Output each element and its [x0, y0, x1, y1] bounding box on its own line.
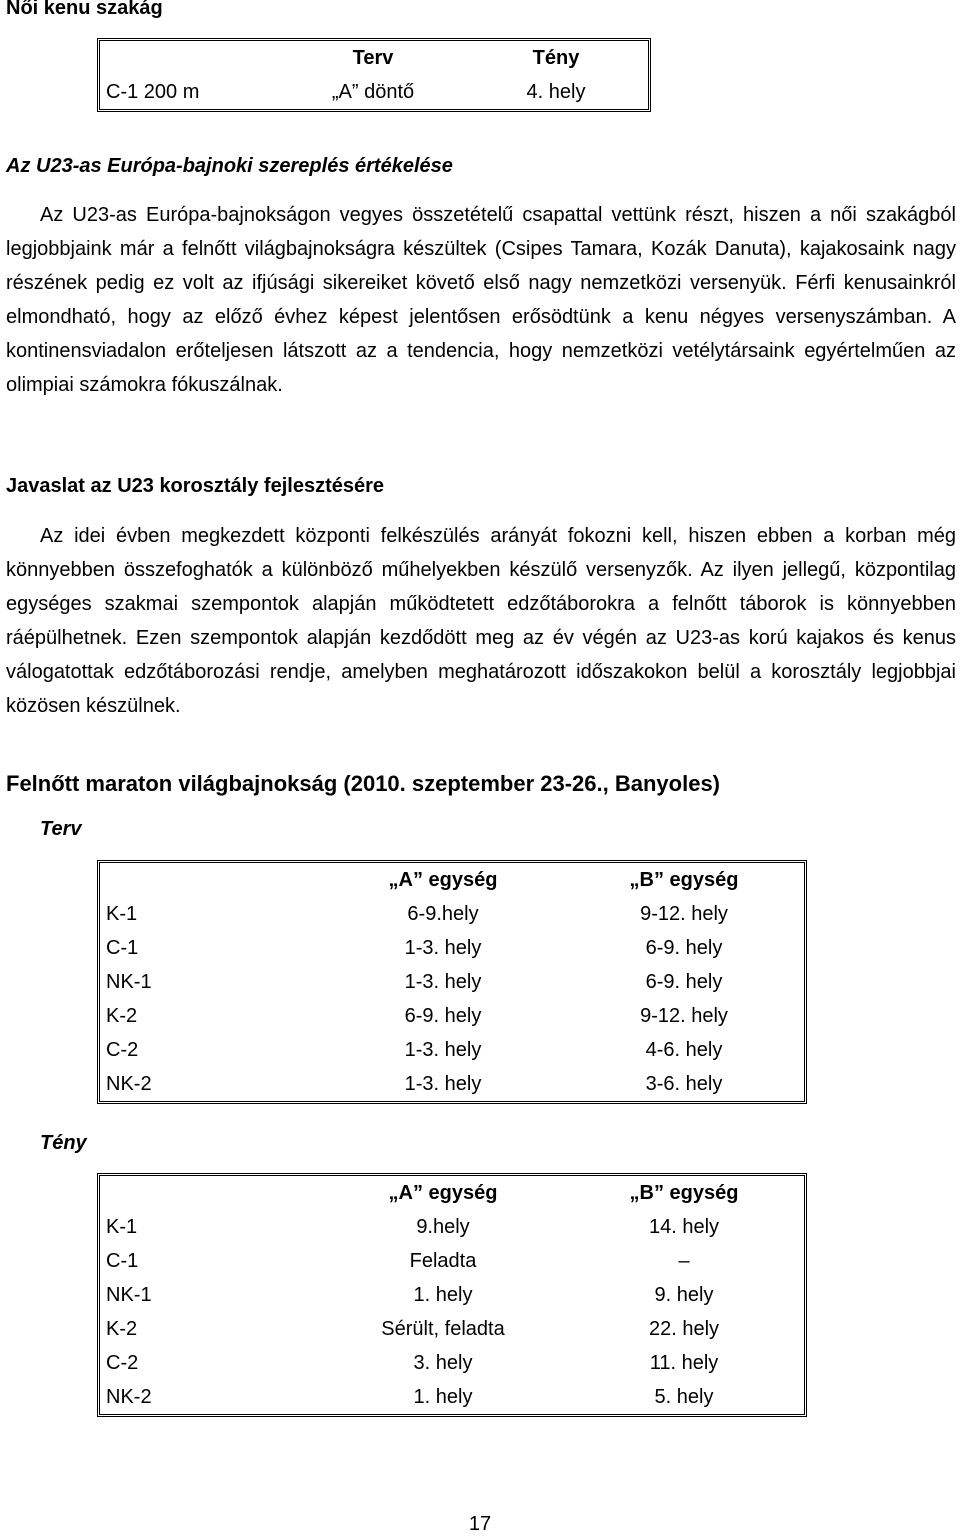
table-cell: Feladta — [409, 1249, 477, 1272]
paragraph-text: Az U23-as Európa-bajnokságon vegyes összetételű csapattal vettünk részt, hiszen a női szakágból legjobbjaink már a felnőtt világbajnokságra készültek (Csipes Tamara, Kozák Danuta), kajakosaink nagy részének pedig ez volt az ifjúsági sikereiket követő első nagy nemzetközi versenyük. Férfi kenusainkról elmondható, hogy az előző évhez képest jelentősen erősödtünk a kenu négyes versenyszámban. A kontinensviadalon erőteljesen látszott az a tendencia, hogy nemzetközi vetélytársaink egyértelműen az olimpiai számokra fókuszálnak. — [6, 204, 956, 396]
table-cell: 14. hely — [648, 1215, 720, 1238]
table-cell: 6-9. hely — [645, 970, 723, 993]
table-row — [100, 1312, 804, 1346]
table-cell: 9. hely — [654, 1283, 714, 1306]
table-cell: 9-12. hely — [640, 1004, 728, 1027]
table-header-cell: „A” egység — [388, 1181, 498, 1204]
table-header-cell: Tény — [532, 46, 580, 69]
table-cell: 6-9. hely — [645, 936, 723, 959]
table-cell: C-2 — [106, 1351, 139, 1374]
table-row — [100, 1033, 804, 1067]
table-header-cell — [100, 1176, 322, 1210]
table-cell: 1-3. hely — [404, 1038, 482, 1061]
table-cell: K-2 — [106, 1004, 138, 1027]
table-cell: 9-12. hely — [640, 902, 728, 925]
table-cell: C-2 — [106, 1038, 139, 1061]
table-row — [100, 75, 648, 109]
table-cell: C-1 — [106, 936, 139, 959]
table-header-cell: Terv — [352, 46, 394, 69]
table-row — [100, 897, 804, 931]
table-row — [100, 1244, 804, 1278]
table-cell: 1. hely — [413, 1385, 473, 1408]
table-cell: K-1 — [106, 1215, 138, 1238]
u23-proposal-paragraph — [6, 519, 956, 723]
table-header-cell: „A” egység — [388, 868, 498, 891]
table-cell: NK-1 — [106, 970, 152, 993]
section-title-u23-proposal: Javaslat az U23 korosztály fejlesztésére — [6, 475, 384, 497]
womens-canoe-table — [97, 38, 651, 112]
table-row — [100, 1067, 804, 1101]
table-header-cell — [100, 41, 282, 75]
table-cell: 6-9.hely — [407, 902, 479, 925]
table-row — [100, 1278, 804, 1312]
paragraph-text: Az idei évben megkezdett központi felkészülés arányát fokozni kell, hiszen ebben a korban még könnyebben összefoghatók a különböző műhelyekben készülő versenyzők. Az ilyen jellegű, központilag egységes szakmai szempontok alapján működtetett edzőtáborokra a felnőtt táborok is könnyebben ráépülhetnek. Ezen szempontok alapján kezdődött meg az év végén az U23-as korú kajakos és kenus válogatottak edzőtáborozási rendje, amelyben meghatározott időszakokon belül a korosztály legjobbjai közösen készülnek. — [6, 525, 956, 717]
table-row — [100, 965, 804, 999]
table-row — [100, 1380, 804, 1414]
table-row — [100, 1346, 804, 1380]
table-cell: 4-6. hely — [645, 1038, 723, 1061]
table-header-cell — [100, 863, 322, 897]
table-cell: 5. hely — [654, 1385, 714, 1408]
table-cell: NK-2 — [106, 1072, 152, 1095]
actual-table — [97, 1173, 807, 1417]
table-cell: 9.hely — [416, 1215, 470, 1238]
section-title-marathon-worlds: Felnőtt maraton világbajnokság (2010. szeptember 23-26., Banyoles) — [6, 771, 721, 796]
table-header-row — [100, 1176, 804, 1210]
table-row — [100, 999, 804, 1033]
table-row — [100, 931, 804, 965]
table-cell: 3. hely — [413, 1351, 473, 1374]
section-title-u23-evaluation: Az U23-as Európa-bajnoki szereplés értékelése — [6, 155, 453, 177]
table-cell: 1. hely — [413, 1283, 473, 1306]
table-header-cell: „B” egység — [629, 1181, 739, 1204]
table-cell: NK-2 — [106, 1385, 152, 1408]
table-cell: 1-3. hely — [404, 936, 482, 959]
table-cell: – — [678, 1249, 690, 1272]
table-cell: Sérült, feladta — [381, 1317, 505, 1340]
table-cell: 4. hely — [526, 80, 586, 103]
table-cell: 1-3. hely — [404, 970, 482, 993]
u23-evaluation-paragraph — [6, 198, 956, 402]
table-cell: 11. hely — [649, 1351, 719, 1374]
table-cell: NK-1 — [106, 1283, 152, 1306]
table-cell: K-1 — [106, 902, 138, 925]
table-cell: 3-6. hely — [645, 1072, 723, 1095]
table-header-cell: „B” egység — [629, 868, 739, 891]
table-cell: 22. hely — [648, 1317, 720, 1340]
table-cell: „A” döntő — [331, 80, 415, 103]
table-header-row — [100, 863, 804, 897]
plan-label: Terv — [40, 818, 82, 840]
table-cell: K-2 — [106, 1317, 138, 1340]
table-header-row — [100, 41, 648, 75]
table-row — [100, 1210, 804, 1244]
plan-table — [97, 860, 807, 1104]
page-number: 17 — [468, 1513, 492, 1535]
actual-label: Tény — [40, 1132, 87, 1154]
table-cell: C-1 — [106, 1249, 139, 1272]
table-cell: 6-9. hely — [404, 1004, 482, 1027]
table-cell: C-1 200 m — [106, 80, 200, 103]
table-cell: 1-3. hely — [404, 1072, 482, 1095]
section-title-womens-canoe: Női kenu szakág — [6, 0, 163, 19]
